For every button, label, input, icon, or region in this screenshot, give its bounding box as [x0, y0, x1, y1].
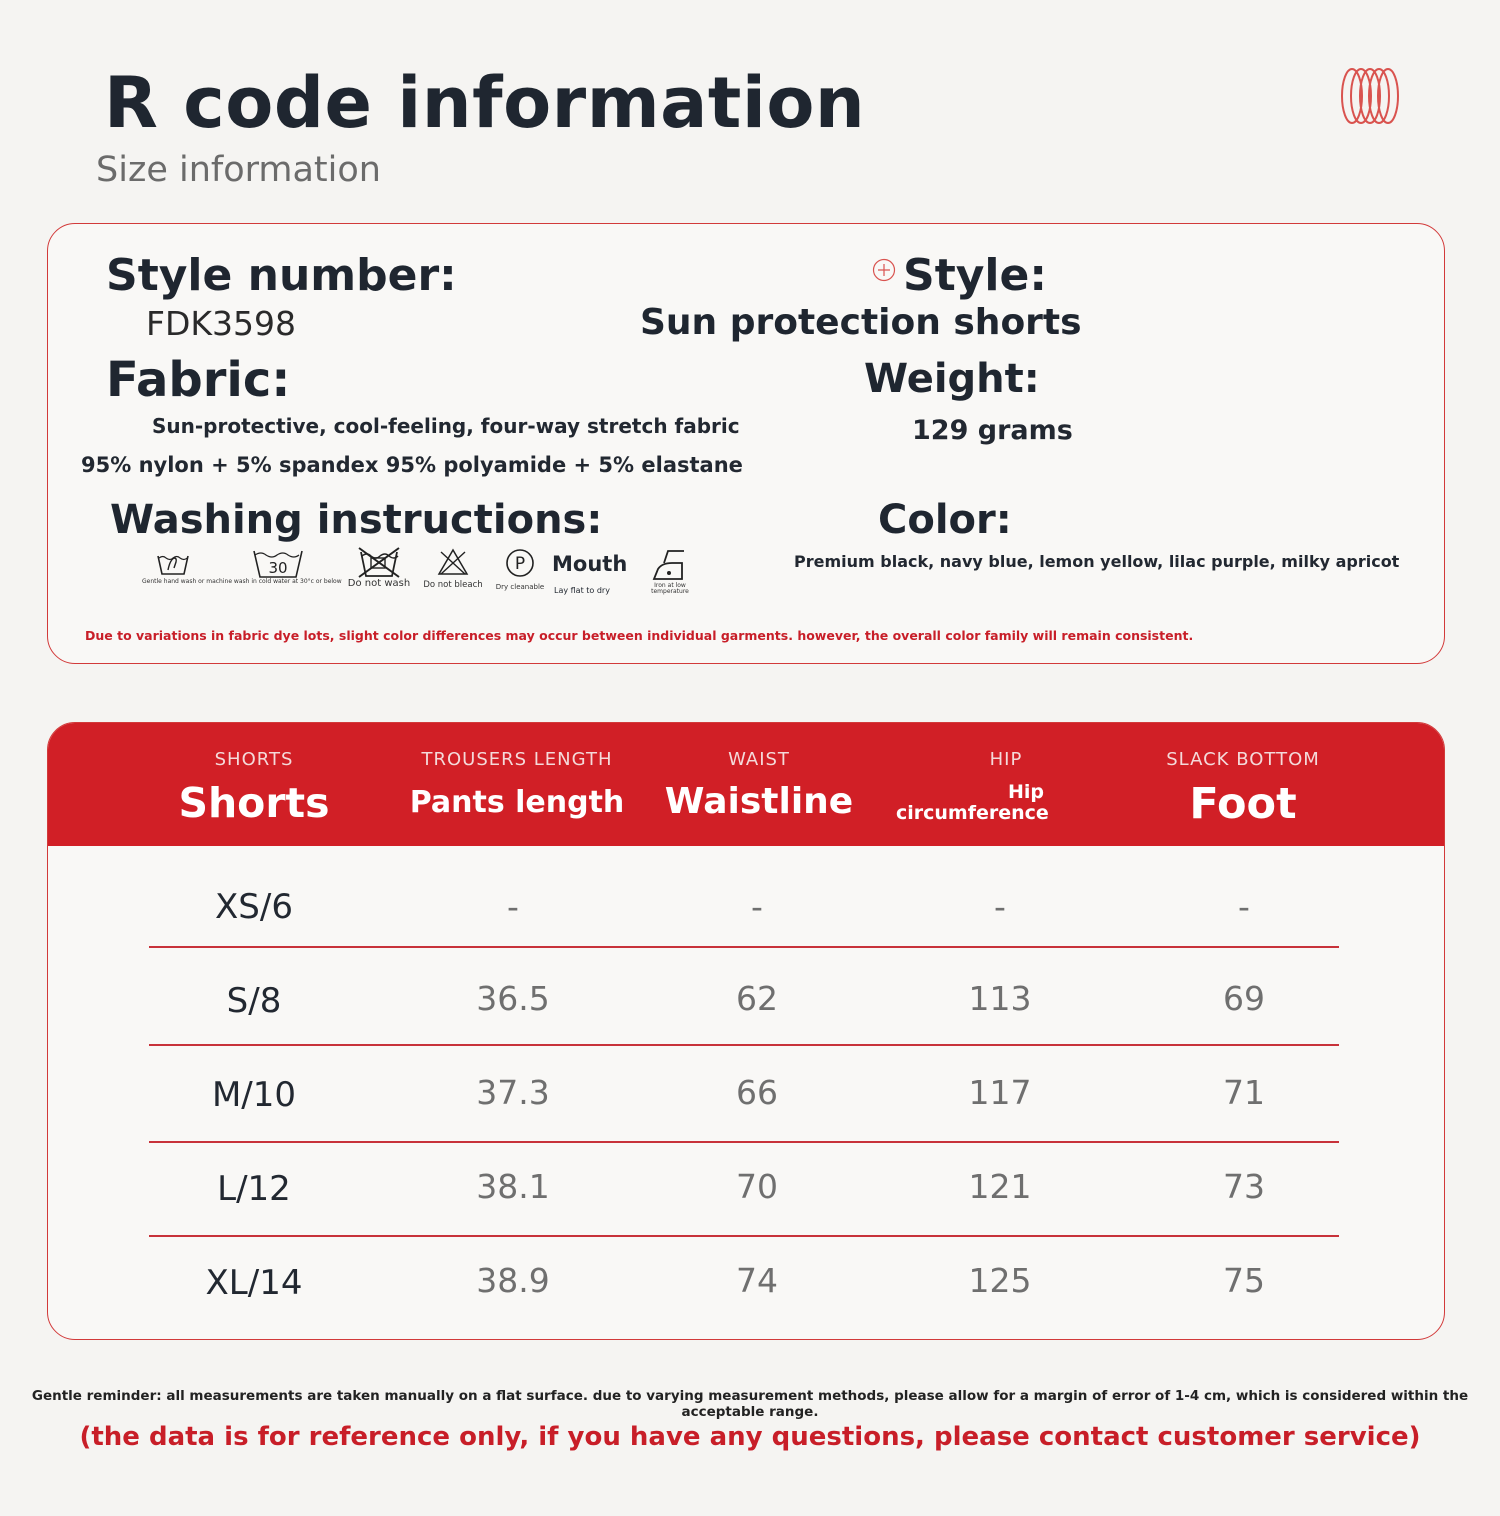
care-30-degrees — [250, 547, 306, 579]
header-waist — [656, 723, 862, 846]
row-divider — [149, 1141, 1339, 1143]
waist-cell: 70 — [736, 1167, 778, 1206]
header-hip — [896, 723, 1116, 846]
length-cell: 38.1 — [476, 1167, 550, 1206]
foot-cell: - — [1238, 887, 1250, 926]
size-label: L/12 — [217, 1169, 291, 1209]
style-number-value: FDK3598 — [146, 304, 297, 343]
header-foot — [1132, 723, 1354, 846]
wash-temperature: 30 — [268, 559, 288, 577]
color-value: Premium black, navy blue, lemon yellow, lilac purple, milky apricot — [794, 552, 1400, 571]
care-mouth-label: Mouth — [552, 552, 628, 576]
fabric-composition: 95% nylon + 5% spandex 95% polyamide + 5% elastane — [81, 453, 743, 477]
size-label: S/8 — [226, 981, 282, 1021]
row-divider — [149, 1235, 1339, 1237]
hip-cell: 113 — [968, 979, 1032, 1018]
size-table — [47, 722, 1445, 1340]
hip-cell: 121 — [968, 1167, 1032, 1206]
header-length-label: Pants length — [409, 785, 625, 820]
foot-cell: 73 — [1223, 1167, 1265, 1206]
length-cell: 38.9 — [476, 1261, 550, 1300]
page-title: R code information — [104, 62, 866, 144]
waist-cell: 74 — [736, 1261, 778, 1300]
color-variation-notice: Due to variations in fabric dye lots, slight color differences may occur between individual garments. however, the overall color family will remain consistent. — [85, 628, 1194, 643]
do-not-wash-icon — [357, 546, 401, 578]
length-cell: 36.5 — [476, 979, 550, 1018]
weight-label: Weight: — [864, 356, 1040, 402]
color-label: Color: — [878, 497, 1012, 543]
fabric-description: Sun-protective, cool-feeling, four-way stretch fabric — [152, 414, 740, 438]
length-cell: - — [507, 887, 519, 926]
care-no-wash — [342, 546, 416, 588]
care-handwash — [142, 548, 342, 586]
row-divider — [149, 946, 1339, 948]
care-no-wash-caption: Do not wash — [347, 578, 411, 589]
wash-30-icon — [252, 547, 304, 579]
do-not-bleach-icon — [437, 548, 469, 576]
care-no-bleach-caption: Do not bleach — [423, 580, 483, 590]
foot-cell: 69 — [1223, 979, 1265, 1018]
care-dry-clean — [494, 548, 546, 591]
washing-instructions-label: Washing instructions: — [110, 497, 603, 543]
size-label: XL/14 — [205, 1263, 303, 1303]
weight-value: 129 grams — [912, 415, 1073, 446]
length-cell: 37.3 — [476, 1073, 550, 1112]
header-shorts-en: SHORTS — [214, 749, 294, 770]
table-header — [48, 723, 1445, 846]
style-number-label: Style number: — [106, 250, 457, 301]
reference-notice: (the data is for reference only, if you have any questions, please contact customer service) — [79, 1422, 1421, 1452]
header-hip-label-2: circumference — [896, 802, 1049, 824]
care-handwash-caption: Gentle hand wash or machine wash in cold water at 30°c or below — [142, 578, 342, 585]
style-value: Sun protection shorts — [640, 302, 1082, 343]
foot-cell: 75 — [1223, 1261, 1265, 1300]
style-label: Style: — [903, 250, 1047, 301]
care-dry-clean-caption: Dry cleanable — [495, 583, 545, 591]
header-shorts-label: Shorts — [178, 779, 330, 827]
hip-cell: 117 — [968, 1073, 1032, 1112]
care-iron — [641, 547, 699, 595]
header-shorts — [154, 723, 354, 846]
row-divider — [149, 1044, 1339, 1046]
hip-cell: 125 — [968, 1261, 1032, 1300]
measurement-reminder: Gentle reminder: all measurements are taken manually on a flat surface. due to varying measurement methods, please allow for a margin of error of 1-4 cm, which is considered within the acceptable range. — [31, 1388, 1469, 1420]
hip-cell: - — [994, 887, 1006, 926]
header-foot-label: Foot — [1189, 779, 1297, 829]
fabric-label: Fabric: — [106, 352, 291, 408]
dry-clean-letter: P — [514, 554, 526, 574]
header-hip-label-1: Hip — [1007, 781, 1044, 803]
foot-cell: 71 — [1223, 1073, 1265, 1112]
hand-wash-icon — [156, 548, 190, 578]
header-length — [402, 723, 632, 846]
page-subtitle: Size information — [96, 150, 381, 190]
size-label: XS/6 — [215, 887, 293, 927]
iron-low-icon — [650, 547, 690, 583]
brand-logo-icon — [1338, 66, 1402, 126]
header-foot-en: SLACK BOTTOM — [1166, 749, 1320, 770]
size-label: M/10 — [211, 1075, 297, 1115]
plus-circle-icon — [872, 258, 896, 282]
header-hip-en: HIP — [989, 749, 1023, 770]
header-waist-label: Waistline — [664, 781, 854, 822]
waist-cell: 62 — [736, 979, 778, 1018]
dry-clean-icon — [505, 548, 535, 578]
waist-cell: - — [751, 887, 763, 926]
waist-cell: 66 — [736, 1073, 778, 1112]
header-waist-en: WAIST — [728, 749, 790, 770]
care-no-bleach — [420, 548, 486, 589]
header-length-en: TROUSERS LENGTH — [421, 749, 613, 770]
care-flat-dry-caption: Lay flat to dry — [554, 586, 610, 595]
care-iron-caption: Iron at low temperature — [651, 582, 689, 595]
